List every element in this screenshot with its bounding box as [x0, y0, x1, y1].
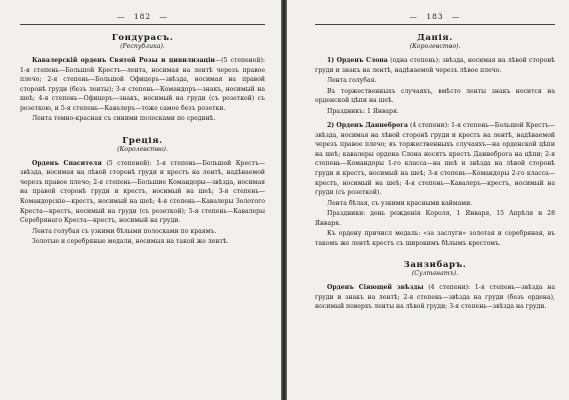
page-number-value: 182 [133, 12, 152, 21]
section-subtitle: (Королевство). [409, 43, 461, 50]
order-paragraph [20, 159, 265, 226]
order-text: (4 степени): 1-я степень—Большой Крестъ—звѣзда, носимая на лѣвой сторонѣ груди и крестъ на лентѣ, надѣваемой черезъ правое плечо; въ торжественныхъ случаяхъ—на орденской цѣпи на шеѣ; кавалеры ордена Слона носятъ крестъ Даннеброга на цѣпи; 2-я степень—Командоры 1-го класса—на шеѣ и звѣзда на лѣвой сторонѣ груди и крестъ, носимый на шеѣ; 3-я степень—Командоры 2-го класса—крестъ, носимый на шеѣ; 4-я степень—Кавалеръ—крестъ, носимый на груди (съ розеткой). [315, 122, 555, 197]
order-paragraph [315, 56, 555, 75]
order-paragraph [315, 121, 555, 197]
right-page [287, 0, 569, 400]
page-number: — 183 — [409, 12, 461, 21]
left-page [0, 0, 281, 400]
header-rule [315, 24, 555, 25]
section-title-honduras: Гондурасъ. [111, 33, 174, 43]
header-rule [20, 24, 265, 25]
ribbon-note: Лента бѣлая, съ узкими красными каймами. [327, 199, 473, 207]
page-number: — 182 — [116, 12, 169, 21]
order-text: (одна степень): звѣзда, носимая на лѣвой сторонѣ груди и знакъ на лентѣ, надѣваемой черезъ лѣвое плечо. [315, 57, 555, 74]
order-text: (5 степеней): 1-я степень—Большой Крестъ—звѣзда, носимая на лѣвой сторонѣ груди и крестъ на лентѣ, надѣваемой черезъ правое плечо; 2-я степень—Большие Командоры—звѣзда, носимая на правой сторонѣ груди и крестъ, носимый на шеѣ; 3-я степень—Командорскіе—крестъ, носимый на шеѣ; 4-я степень—Кавалеры Золотого Креста—крестъ, носимый на груди (съ розеткой); 5-я степень—Кавалеры Серебрянаго Креста—крестъ, носимый на груди. [20, 159, 266, 225]
section-title-zanzibar: Занзибаръ. [403, 260, 467, 271]
holiday-note: Праздникъ: 1 Января. [327, 107, 399, 115]
order-name: 2) Орденъ Даннеброга [327, 122, 408, 130]
section-subtitle: (Королевство). [117, 145, 168, 153]
order-name: Орденъ Спасителя [32, 159, 102, 167]
order-text: —(5 степеней): 1-я степень—Большой Крестъ—лента, носимая на лентѣ черезъ правое плечо; 2-я степень—Большой Офицеръ—звѣзда, носимая на правой сторонѣ груди (безъ ленты); 3-я степень—Командоръ—знакъ, носимый на шеѣ; 4-я степень—Офицеръ—знакъ, носимый на груди (съ розеткой) съ розеткою, и 5-я степень—Кавалеръ—тоже самое безъ розетки. [20, 57, 265, 112]
section-subtitle: (Республика). [120, 43, 165, 50]
ribbon-note: Лента голубая съ узкими бѣлыми полосками по краямъ. [32, 227, 217, 235]
medals-note: Къ ордену причисл медаль: «за заслуги» золотая и серебряная, въ такомъ же лентѣ крестъ съ широкимъ бѣлымъ крестомъ. [315, 230, 555, 247]
ribbon-note: Лента темно-красная съ синими полосками по срединѣ. [32, 115, 216, 123]
section-title-denmark: Данія. [417, 33, 453, 43]
order-name: Кавалерскій орденъ Святой Розы и цивилизаціи [32, 57, 215, 64]
ceremony-note: Въ торжественныхъ случаяхъ, вмѣсто ленты знакъ носится на орденской цѣпи на шеѣ. [315, 87, 555, 105]
order-paragraph [20, 56, 265, 113]
order-name: 1) Орденъ Слона [327, 57, 388, 64]
order-name: Орденъ Сіяющей звѣзды [327, 284, 424, 292]
section-title-greece: Греція. [122, 135, 163, 146]
order-text: (4 степени): 1-я степень—звѣзда на груди и знакъ на лентѣ; 2-я степень—звѣзда на груди (безъ ордена), носимый поверхъ ленты на лѣвой груди; 3-я степень—звѣзда на груди. [315, 284, 556, 311]
medals-note: Золотые и серебряные медали, носимыя на такой же лентѣ. [32, 238, 229, 246]
order-paragraph [315, 283, 555, 312]
page-number-value: 183 [426, 12, 444, 21]
holiday-note: Праздники: день рожденія Короля, 1 Января, 15 Апрѣля и 28 Января. [315, 210, 555, 227]
ribbon-note: Лента голубая. [327, 77, 377, 85]
section-subtitle: (Султанатъ). [411, 270, 459, 278]
